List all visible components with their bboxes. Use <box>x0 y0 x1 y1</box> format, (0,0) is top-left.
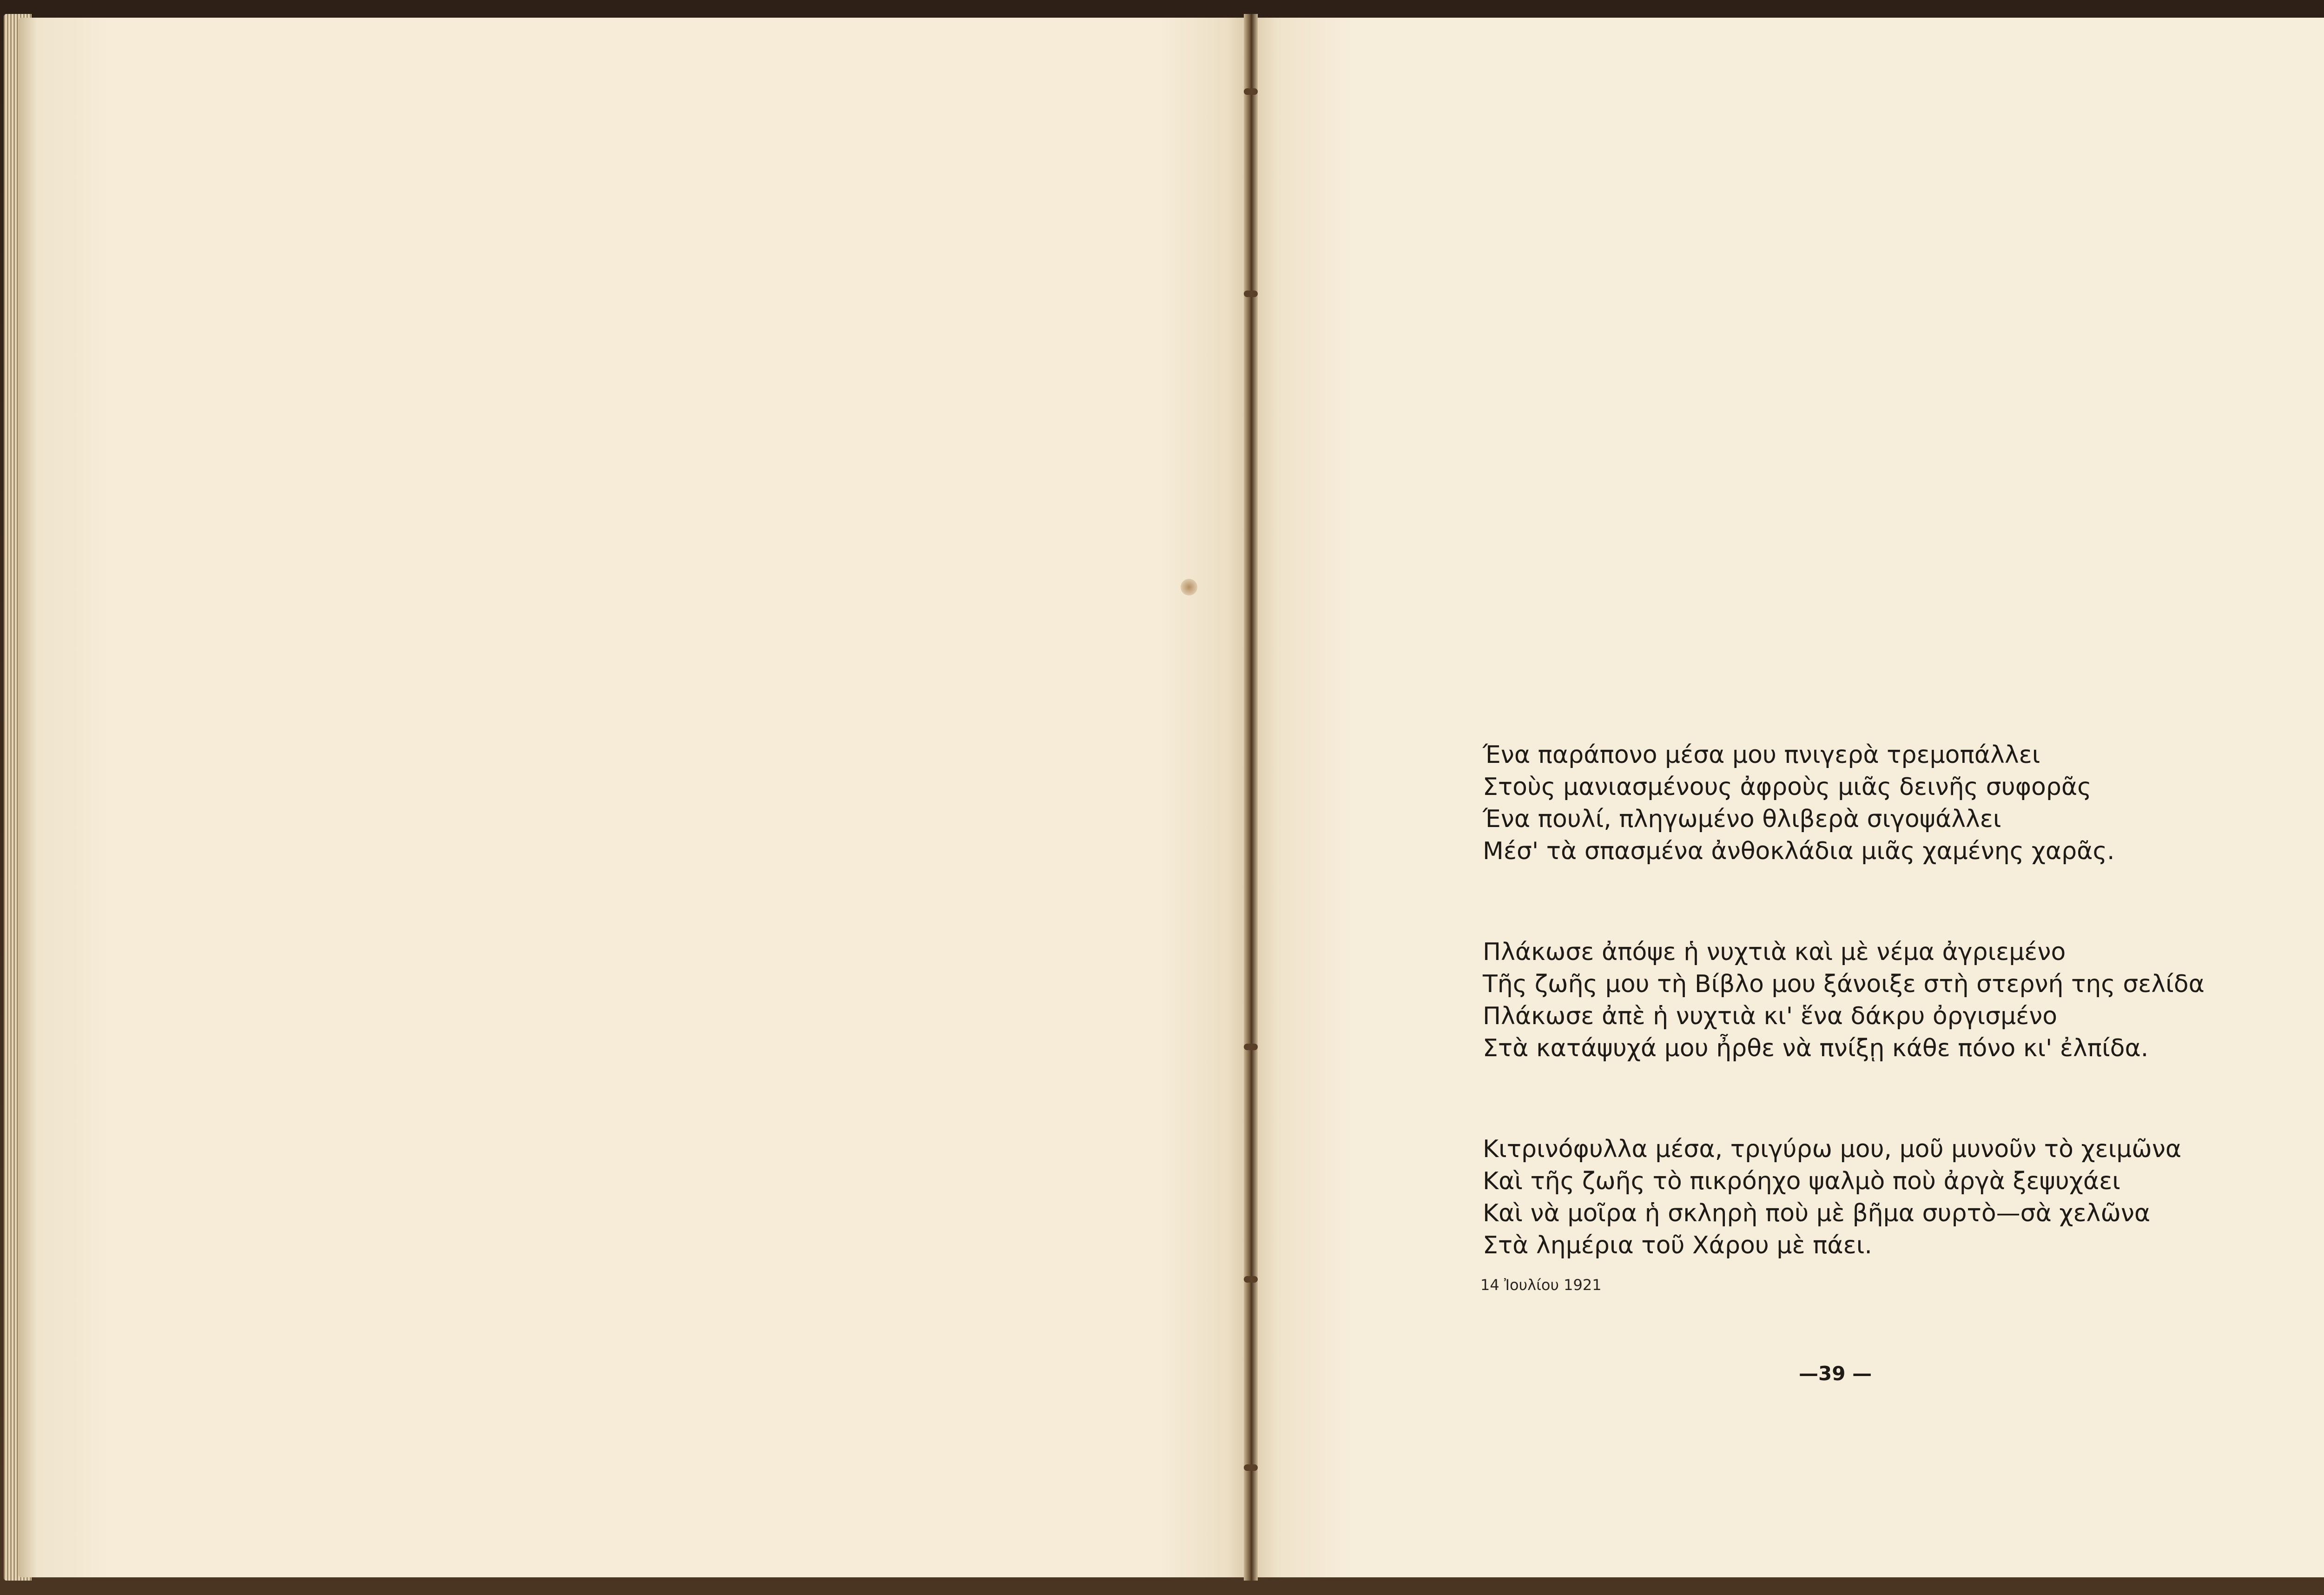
poem-line: Πλάκωσε ἀπόψε ἡ νυχτιὰ καὶ μὲ νέμα ἀγριεμένο <box>1483 938 2066 966</box>
binding-stitch <box>1244 88 1258 95</box>
book-gutter <box>1244 14 1258 1581</box>
binding-stitch <box>1244 1044 1258 1050</box>
poem-stanza <box>1483 1133 2208 1262</box>
binding-stitch <box>1244 1276 1258 1283</box>
poem-line: Στοὺς μανιασμένους ἀφροὺς μιᾶς δεινῆς συφορᾶς <box>1483 773 2092 801</box>
poem-line: Ένα παράπονο μέσα μου πνιγερὰ τρεμοπάλλει <box>1483 741 2040 769</box>
poem-date: 14 Ἰουλίου 1921 <box>1480 1276 1602 1294</box>
poem-line: Ένα πουλί, πληγωμένο θλιβερὰ σιγοψάλλει <box>1483 805 2001 833</box>
poem-line: Στὰ κατάψυχά μου ἦρθε νὰ πνίξῃ κάθε πόνο κι' ἐλπίδα. <box>1483 1034 2149 1062</box>
poem-line: Καὶ νὰ μοῖρα ἡ σκληρὴ ποὺ μὲ βῆμα συρτὸ—σὰ χελῶνα <box>1483 1199 2151 1227</box>
poem <box>1483 739 2208 1262</box>
poem-line: Κιτρινόφυλλα μέσα, τριγύρω μου, μοῦ μυνοῦν τὸ χειμῶνα <box>1483 1135 2182 1163</box>
page-number: —39 — <box>1799 1362 1872 1385</box>
paper-stain <box>1181 579 1197 596</box>
poem-line: Στὰ λημέρια τοῦ Χάρου μὲ πάει. <box>1483 1231 1872 1259</box>
poem-line: Τῆς ζωῆς μου τὴ Βίβλο μου ξάνοιξε στὴ στερνή της σελίδα <box>1483 970 2205 998</box>
binding-stitch <box>1244 1464 1258 1471</box>
poem-stanza <box>1483 936 2208 1065</box>
poem-line: Καὶ τῆς ζωῆς τὸ πικρόηχο ψαλμὸ ποὺ ἀργὰ ξεψυχάει <box>1483 1167 2120 1195</box>
poem-stanza <box>1483 739 2208 867</box>
poem-line: Μέσ' τὰ σπασμένα ἀνθοκλάδια μιᾶς χαμένης χαρᾶς. <box>1483 837 2115 865</box>
binding-stitch <box>1244 291 1258 297</box>
poem-line: Πλάκωσε ἀπὲ ἡ νυχτιὰ κι' ἕνα δάκρυ ὀργισμένο <box>1483 1002 2058 1030</box>
left-page <box>19 18 1250 1577</box>
